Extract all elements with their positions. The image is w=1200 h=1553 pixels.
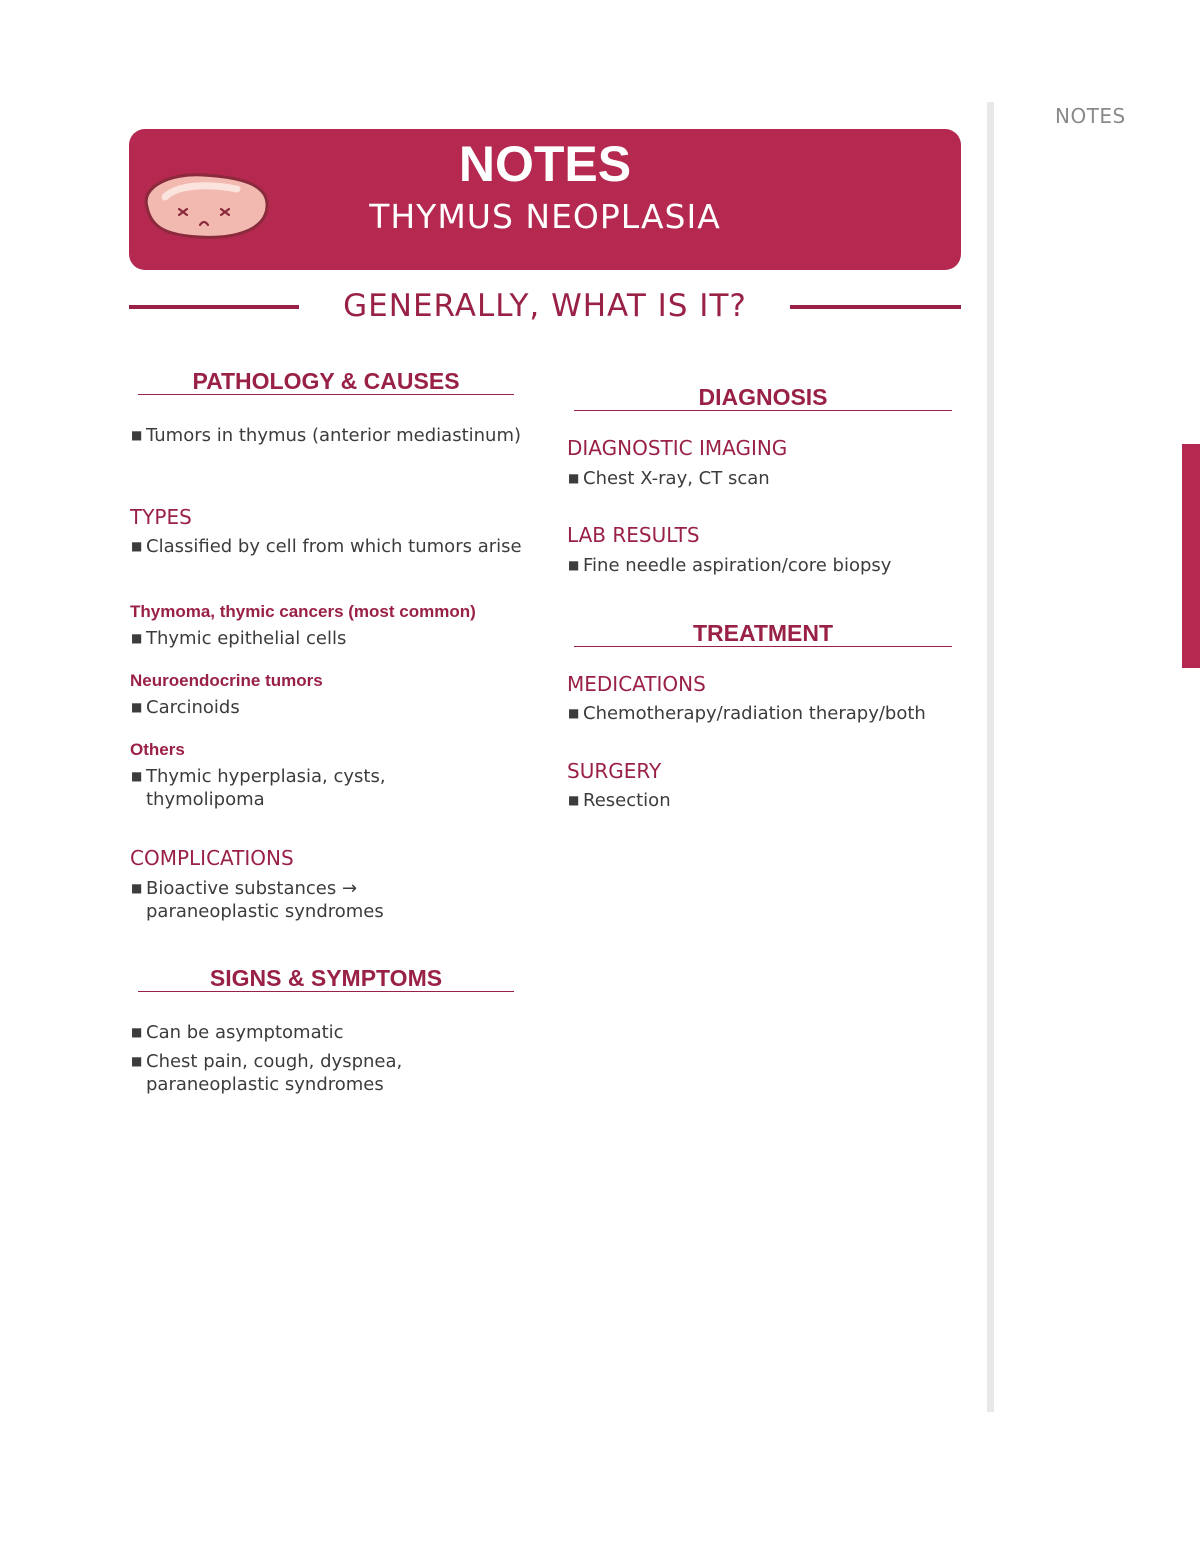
medications-label: MEDICATIONS — [567, 672, 706, 696]
treatment-section-title: TREATMENT — [574, 620, 952, 647]
diagnosis-section-title: DIAGNOSIS — [574, 384, 952, 411]
pathology-bullet: ■ Tumors in thymus (anterior mediastinum) — [130, 424, 526, 447]
medications-bullet: ■ Chemotherapy/radiation therapy/both — [567, 702, 993, 725]
thymoma-label: Thymoma, thymic cancers (most common) — [130, 602, 476, 621]
imaging-label: DIAGNOSTIC IMAGING — [567, 436, 788, 460]
neuroendocrine-bullet: ■ Carcinoids — [130, 696, 526, 719]
lab-results-bullet: ■ Fine needle aspiration/core biopsy — [567, 554, 983, 577]
thymoma-bullet: ■ Thymic epithelial cells — [130, 627, 526, 650]
others-bullet: ■ Thymic hyperplasia, cysts, thymolipoma — [130, 765, 446, 811]
types-label: TYPES — [130, 505, 192, 529]
title-banner — [129, 129, 961, 270]
signs-bullet-2: ■ Chest pain, cough, dyspnea, paraneoplastic syndromes — [130, 1050, 446, 1096]
banner-title: NOTES — [458, 136, 632, 192]
lab-results-label: LAB RESULTS — [567, 523, 700, 547]
heading-rule-right — [790, 305, 961, 309]
page-side-rule — [987, 102, 994, 1412]
complications-bullet: ■ Bioactive substances → paraneoplastic syndromes — [130, 877, 446, 923]
signs-bullet-1: ■ Can be asymptomatic — [130, 1021, 526, 1044]
imaging-bullet: ■ Chest X-ray, CT scan — [567, 467, 983, 490]
surgery-label: SURGERY — [567, 759, 662, 783]
corner-notes-label: NOTES — [1055, 104, 1126, 128]
section-tab-marker — [1182, 444, 1200, 668]
others-label: Others — [130, 740, 185, 759]
pathology-section-title: PATHOLOGY & CAUSES — [138, 368, 514, 395]
complications-label: COMPLICATIONS — [130, 846, 294, 870]
neuroendocrine-label: Neuroendocrine tumors — [130, 671, 323, 690]
heading-rule-left — [129, 305, 299, 309]
surgery-bullet: ■ Resection — [567, 789, 983, 812]
general-heading: GENERALLY, WHAT IS IT? — [343, 288, 747, 324]
types-bullet: ■ Classified by cell from which tumors arise — [130, 535, 526, 558]
signs-section-title: SIGNS & SYMPTOMS — [138, 965, 514, 992]
banner-subtitle: THYMUS NEOPLASIA — [369, 197, 721, 236]
